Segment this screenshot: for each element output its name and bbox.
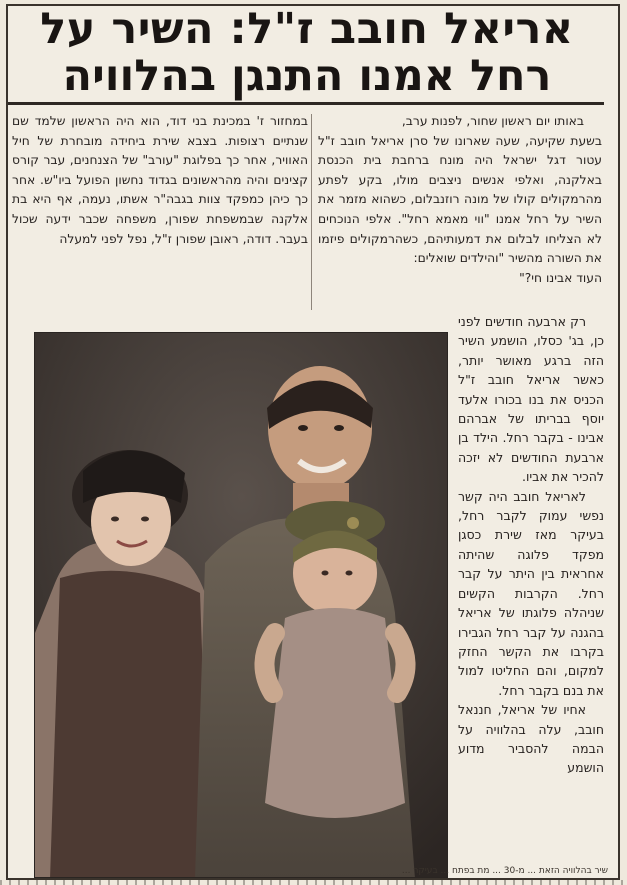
headline-rule <box>8 102 604 105</box>
article-column-left <box>12 112 308 249</box>
paragraph: רק ארבעה חודשים לפני כן, בג' כסלו, הושמע השיר הזה ברגע מאושר יותר, כאשר אריאל חובב ז"ל הכניס את בנו בכורו אלעד יוסף בבריתו של אברהם אבינו - בקבר רחל. הילד בן ארבעת החודשים לא יזכה להכיר את אביו. <box>458 314 604 485</box>
paragraph: העוד אבינו חי?" <box>519 270 602 285</box>
paragraph: בשעת שקיעה, שעה שארונו של סרן אריאל חובב ז"ל עטור דגל ישראל היה מונח ברחבת בית הכנסת באלקנה, ואלפי אנשים ניצבים מולו, בקע לפתע מהרמקולים קולו של מונה רוזנבלום, כשהוא מזמר את השיר על רחל אמנו "ווי מאמא רחל". אלפי הנוכחים לא הצליחו לבלום את דמעותיהם, כשהרמקולים פיזמו את השורה מהשיר "והילדים שואלים: <box>318 133 602 266</box>
headline-line-2: רחל אמנו התנגן בהלוויה <box>62 51 552 101</box>
paragraph: אחיו של אריאל, חננאל חובב, עלה בהלוויה על הבמה להסביר מדוע הושמע <box>458 702 604 776</box>
paragraph: באותו יום ראשון שחור, לפנות ערב, <box>401 114 584 128</box>
article-column-narrow <box>458 312 604 778</box>
column-divider <box>311 114 312 310</box>
paragraph: במחזור ז' במכינת בני דוד, הוא היה הראשון שלמד שם שנתיים רצופות. בצבא שירת ביחידה מובחרת של חיל האוויר, אחר כך בפלוגת "עורב" של הצנחנים, עבר קורס קצינים והיה מהראשונים בגדוד נחשון הפועל ביו"ש. אחר כך כיהן כמפקד צוות בגבה"ר אשתו, נעמה, אף היא בת אלקנה שבמשפחת שפורן, משפחה שכבר ידעה שכול בעבר. דודה, ראובן שפורן ז"ל, נפל לפני למעלה <box>12 114 308 246</box>
photo-illustration <box>35 333 448 878</box>
truncated-text-strip: שיר בהלוויה הזאת ... מ-30 ... מת בפתח ... בעיקר ... <box>401 866 608 876</box>
headline <box>14 4 600 101</box>
family-photo <box>34 332 448 878</box>
article-column-right <box>318 112 602 288</box>
headline-line-1: אריאל חובב ז"ל: השיר על <box>40 4 574 54</box>
scan-edge <box>0 880 627 885</box>
paragraph: לאריאל חובב היה קשר נפשי עמוק לקבר רחל, בעיקר מאז שירת כסגן מפקד פלוגה שהיתה אחראית בין היתר על קבר רחל. הקרבות הקשים שניהלה פלוגתו של אריאל בהגנה על קבר רחל הגבירו בקרבו את הקשר החזק למקום, והם החליטו למול את בנם בקבר רחל. <box>458 488 604 698</box>
